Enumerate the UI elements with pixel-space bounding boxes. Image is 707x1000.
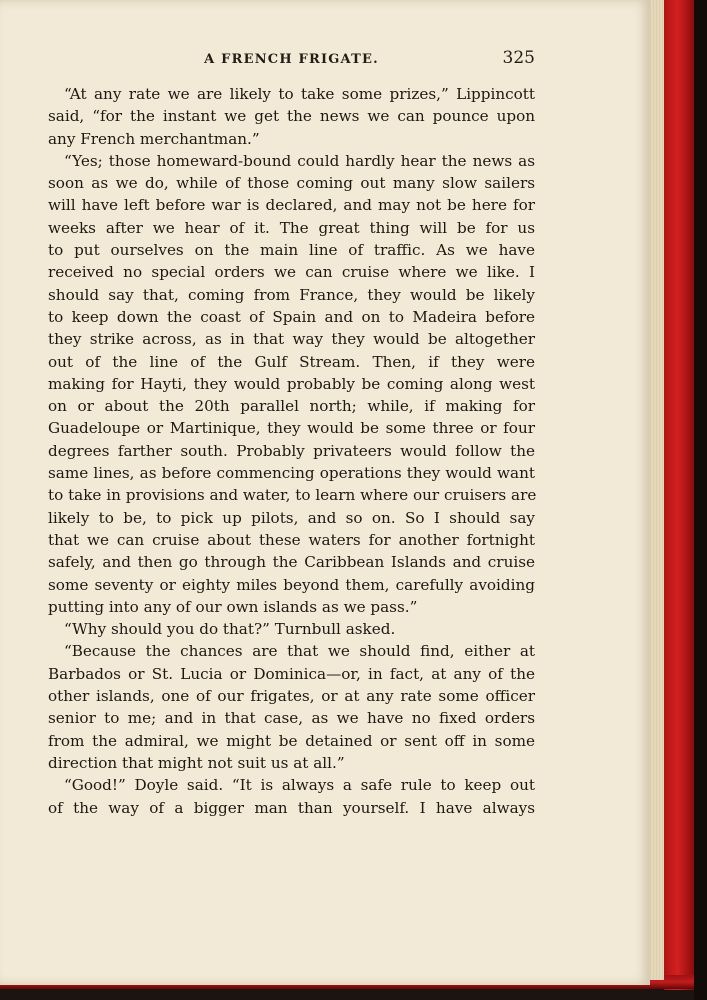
- text-line: will have left before war is declared, and may not be here for: [48, 196, 535, 215]
- text-line: some seventy or eighty miles beyond them, carefully avoiding: [48, 575, 535, 594]
- text-line: Barbados or St. Lucia or Dominica—or, in fact, at any of the: [48, 664, 535, 683]
- text-line: to take in provisions and water, to learn where our cruisers are: [48, 486, 537, 505]
- page-number: 325: [502, 48, 535, 68]
- text-line: direction that might not suit us at all.”: [48, 753, 345, 772]
- text-line: soon as we do, while of those coming out many slow sailers: [48, 174, 535, 193]
- text-line: same lines, as before commencing operations they would want: [48, 464, 535, 483]
- text-line: on or about the 20th parallel north; while, if making for: [48, 397, 535, 416]
- text-line: they strike across, as in that way they would be altogether: [48, 330, 535, 349]
- text-line: other islands, one of our frigates, or at any rate some officer: [48, 687, 535, 706]
- text-line: making for Hayti, they would probably be coming along west: [48, 374, 535, 393]
- chapter-title: A FRENCH FRIGATE.: [204, 52, 379, 67]
- text-line: of the way of a bigger man than yourself. I have always: [48, 798, 535, 817]
- text-line: to keep down the coast of Spain and on to Madeira before: [48, 307, 535, 326]
- text-line: should say that, coming from France, they would be likely: [48, 285, 535, 304]
- text-line: “Yes; those homeward-bound could hardly hear the news as: [64, 151, 535, 170]
- text-line: weeks after we hear of it. The great thing will be for us: [48, 218, 535, 237]
- text-line: “Why should you do that?” Turnbull asked.: [64, 620, 396, 639]
- running-head: [48, 48, 535, 72]
- text-line: senior to me; and in that case, as we have no fixed orders: [48, 709, 535, 728]
- text-line: “Good!” Doyle said. “It is always a safe rule to keep out: [64, 776, 535, 795]
- text-line: from the admiral, we might be detained or sent off in some: [48, 731, 535, 750]
- text-line: any French merchantman.”: [48, 129, 260, 148]
- text-line: that we can cruise about these waters for another fortnight: [48, 530, 535, 549]
- book-cover-edge: [664, 0, 694, 990]
- text-line: safely, and then go through the Caribbean Islands and cruise: [48, 553, 535, 572]
- text-line: likely to be, to pick up pilots, and so on. So I should say: [48, 508, 535, 527]
- text-line: “Because the chances are that we should find, either at: [64, 642, 535, 661]
- text-line: putting into any of our own islands as we pass.”: [48, 597, 418, 616]
- text-line: degrees farther south. Probably privateers would follow the: [48, 441, 535, 460]
- text-line: “At any rate we are likely to take some prizes,” Lippincott: [64, 85, 535, 103]
- body-text: [48, 83, 535, 819]
- background-edge: [694, 0, 707, 1000]
- text-line: received no special orders we can cruise where we like. I: [48, 263, 535, 282]
- text-line: Guadeloupe or Martinique, they would be some three or four: [48, 419, 535, 438]
- text-line: said, “for the instant we get the news we can pounce upon: [48, 107, 535, 126]
- text-line: to put ourselves on the main line of traffic. As we have: [48, 241, 535, 260]
- text-line: out of the line of the Gulf Stream. Then, if they were: [48, 352, 535, 371]
